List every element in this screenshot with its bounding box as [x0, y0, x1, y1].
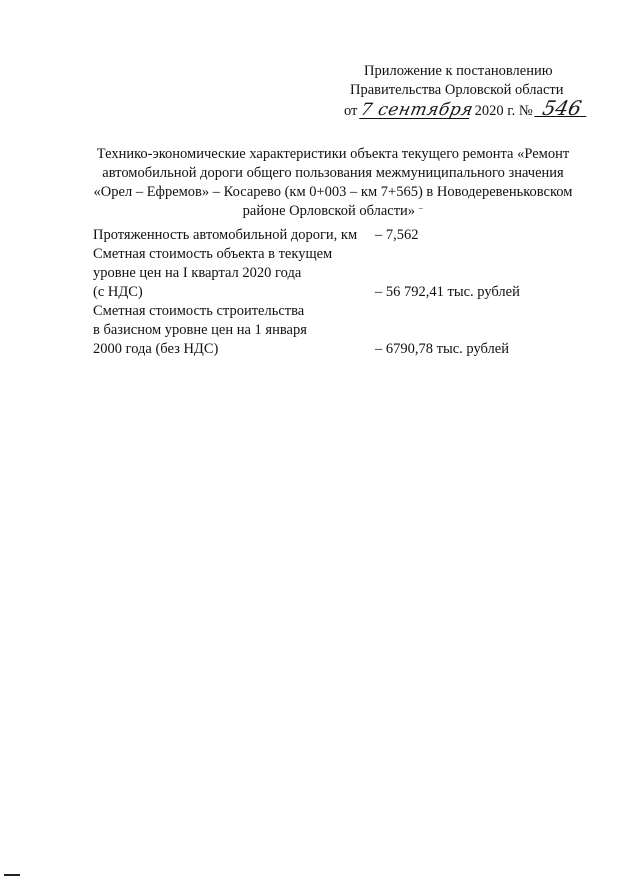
characteristic-label: Сметная стоимость строительства в базисном уровне цен на 1 января 2000 года (без НДС)	[93, 303, 307, 357]
characteristic-row	[93, 226, 593, 245]
scan-edge-mark	[4, 874, 20, 876]
pen-tick-mark: ⁻	[418, 206, 424, 218]
appendix-date-line	[344, 96, 588, 121]
year-text: 2020 г. №	[474, 103, 533, 119]
document-title	[88, 145, 578, 221]
characteristic-value: – 56 792,41 тыс. рублей	[375, 284, 520, 300]
characteristic-label: Протяженность автомобильной дороги, км	[93, 227, 358, 243]
characteristic-value: – 7,562	[375, 227, 419, 243]
title-line-2: автомобильной дороги общего пользования межмуниципального значения	[102, 165, 564, 181]
handwritten-number: 546	[535, 100, 591, 117]
characteristic-row	[93, 302, 593, 359]
characteristic-value: – 6790,78 тыс. рублей	[375, 341, 509, 357]
title-line-4-text: районе Орловской области»	[242, 203, 416, 219]
appendix-line-1: Приложение к постановлению	[364, 63, 553, 79]
title-line-4	[88, 202, 578, 221]
characteristic-row	[93, 245, 593, 302]
handwritten-date: 7 сентября	[359, 100, 476, 120]
date-prefix: от	[344, 103, 358, 119]
title-line-3: «Орел – Ефремов» – Косарево (км 0+003 – км 7+565) в Новодеревеньковском	[93, 184, 573, 200]
characteristics-list	[93, 226, 593, 359]
title-line-1: Технико-экономические характеристики объекта текущего ремонта «Ремонт	[96, 146, 570, 162]
appendix-line-2: Правительства Орловской области	[350, 82, 564, 98]
characteristic-label: Сметная стоимость объекта в текущем уровне цен на I квартал 2020 года (с НДС)	[93, 246, 333, 300]
